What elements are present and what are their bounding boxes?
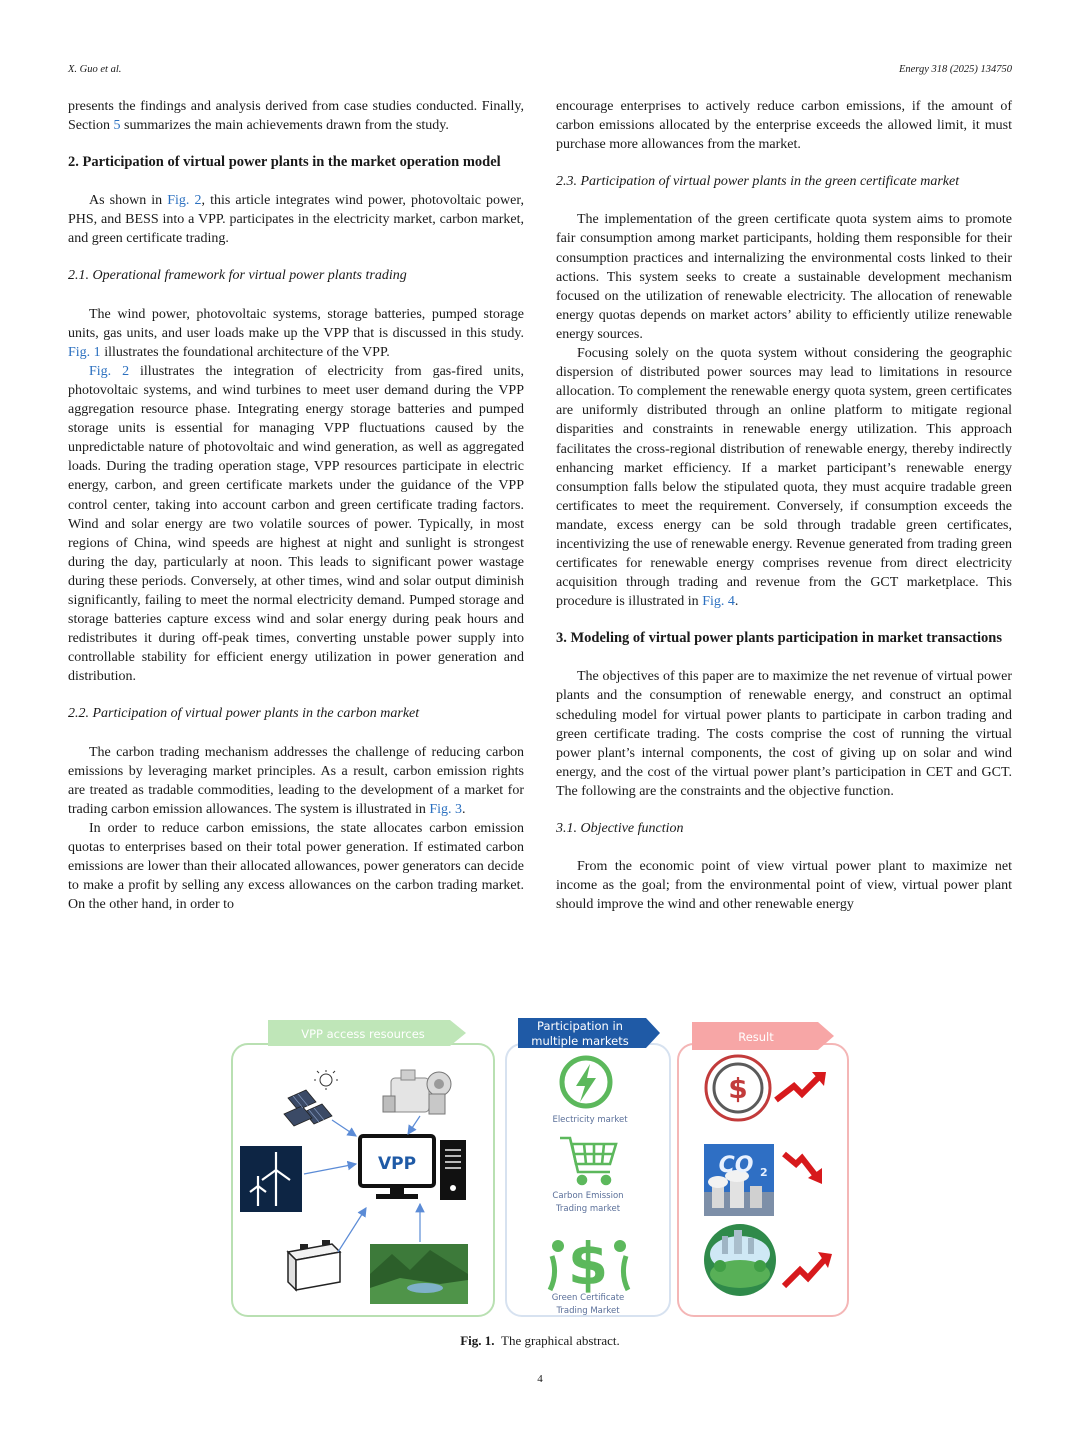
section-3-heading: 3. Modeling of virtual power plants participation in market transactions (556, 630, 1003, 647)
paragraph-2-intro: As shown in Fig. 2, this article integrates wind power, photovoltaic power, PHS, and BESS into a VPP. participates in the electricity market, carbon market, and green certificate trading. (68, 193, 524, 247)
fig2-link-b[interactable]: Fig. 2 (89, 363, 130, 379)
green-earth-icon (704, 1224, 776, 1296)
panel2-title-2: multiple markets (531, 1034, 629, 1048)
paragraph-2-1-a: The wind power, photovoltaic systems, storage batteries, pumped storage units, gas units, and user loads make up the VPP that is discussed in this study. Fig. 1 illustrates the foundational architecture of the VPP. (68, 306, 524, 360)
fig1-link[interactable]: Fig. 1 (68, 344, 101, 360)
figure-1-caption (0, 1333, 1080, 1349)
co2-label: CO (718, 1153, 754, 1178)
paragraph-2-2-c: encourage enterprises to actively reduce carbon emissions, if the amount of carbon emissions allocated by the enterprise exceeds the allowed limit, it must purchase more allowances from the market. (556, 99, 1012, 153)
green-dollar-symbol: $ (567, 1230, 609, 1298)
green-market-label-1: Green Certificate (551, 1293, 625, 1303)
fig4-link[interactable]: Fig. 4 (702, 594, 735, 610)
right-column (556, 97, 1012, 914)
panel1-title: VPP access resources (301, 1027, 425, 1041)
co2-emissions-icon (704, 1144, 774, 1216)
panel3-title: Result (738, 1030, 774, 1044)
section-5-link[interactable]: 5 (113, 118, 121, 134)
caption-text: The graphical abstract. (501, 1333, 620, 1348)
panel-markets (506, 1018, 670, 1316)
carbon-market-label-1: Carbon Emission (552, 1191, 624, 1201)
panel-results (678, 1022, 848, 1316)
carbon-market-label-2: Trading market (555, 1204, 621, 1214)
subsection-3-1-heading: 3.1. Objective function (556, 821, 684, 836)
subsection-2-1-heading: 2.1. Operational framework for virtual power plants trading (68, 268, 407, 284)
subsection-2-2-heading: 2.2. Participation of virtual power plants in the carbon market (68, 706, 420, 722)
fig2-link[interactable]: Fig. 2 (167, 193, 202, 209)
paragraph-3-1: From the economic point of view virtual power plant to maximize net income as the goal; from the environmental point of view, virtual power plant should improve the wind and other renewable energy (556, 859, 1012, 913)
running-head-authors: X. Guo et al. (68, 64, 122, 75)
caption-label: Fig. 1. (460, 1333, 495, 1348)
panel2-title-1: Participation in (537, 1019, 623, 1033)
paragraph-2-2-a: The carbon trading mechanism addresses the challenge of reducing carbon emissions by leveraging market principles. As a result, carbon emission rights are treated as tradable commodities, leading to the development of a market for trading carbon emission allowances. The system is illustrated in Fig. 3. (68, 744, 524, 817)
panel-vpp-resources (232, 1020, 494, 1316)
paragraph-2-3-a: The implementation of the green certificate quota system aims to promote fair consumption among market participants, holding them responsible for their consumption practices and internalizing the environmental costs linked to their actions. This system seeks to create a sustainable development mechanism focused on the utilization of renewable electricity. The allocation of renewable energy quotas depends on market actors’ ability to efficiently utilize renewable energy sources. (556, 212, 1012, 342)
subsection-2-3-heading: 2.3. Participation of virtual power plants in the green certificate market (556, 174, 960, 190)
vpp-label: VPP (377, 1154, 417, 1174)
pumped-storage-landscape-icon (370, 1244, 468, 1304)
paragraph-3-intro: The objectives of this paper are to maximize the net revenue of virtual power plants and the consumption of renewable energy, and construct an optimal scheduling model for virtual power plants to participate in carbon trading and green certificate trading. The costs comprise the cost of running the virtual power plant’s internal components, the cost of giving up on solar and wind energy, and the cost of the virtual power plant’s participation in CET and GCT. The following are the constraints and the objective function. (556, 669, 1012, 799)
green-market-label-2: Trading Market (556, 1306, 620, 1316)
left-column (68, 97, 524, 914)
revenue-dollar-icon (706, 1056, 770, 1120)
paragraph-2-1-b: Fig. 2 illustrates the integration of electricity from gas-fired units, photovoltaic systems, and wind turbines to meet user demand during the VPP aggregation resource phase. Integrating energy storage batteries and pumped storage units is essential for managing VPP fluctuations caused by the unpredictable nature of photovoltaic and wind generation, as well as aggregated loads. During the trading operation stage, VPP resources participate in electric energy, carbon, and green certificate markets under the guidance of the VPP control center, taking into account carbon and green certificate trading factors. Wind and solar energy are two volatile sources of power. Typically, in most regions of China, wind speeds are highest at night and sunlight is strongest during the day, particularly at noon. This leads to significant power wastage during these periods. Conversely, at other times, wind and solar output diminish significantly, failing to meet the normal electricity demand. Pumped storage and storage batteries capture excess wind and solar energy during peak hours and redistributes it during off-peak times, converting unstable power supply into controllable stability for efficient energy utilization in power generation and distribution. (68, 363, 524, 685)
paragraph-2-2-b: In order to reduce carbon emissions, the state allocates carbon emission quotas to enterprises based on their total power generation. If estimated carbon emissions are lower than their allocated allowances, power generators can decide to make a profit by selling any excess allowances on the carbon trading market. On the other hand, in order to (68, 820, 524, 913)
intro-paragraph-end: presents the findings and analysis derived from case studies conducted. Finally, Section 5 summarizes the main achievements drawn from the study. (68, 99, 524, 134)
section-2-heading: 2. Participation of virtual power plants in the market operation model (68, 154, 501, 171)
wind-turbine-icon (240, 1146, 302, 1212)
figure-1-graphical-abstract (228, 1016, 854, 1322)
fig3-link[interactable]: Fig. 3 (429, 801, 463, 817)
electricity-market-label: Electricity market (552, 1115, 628, 1125)
page-number: 4 (537, 1373, 543, 1385)
revenue-dollar-symbol: $ (728, 1072, 748, 1105)
running-head-journal: Energy 318 (2025) 134750 (898, 64, 1012, 75)
co2-subscript: 2 (760, 1166, 768, 1179)
paragraph-2-3-b: Focusing solely on the quota system without considering the geographic dispersion of distributed power sources may lead to limitations in resource allocation. To complement the renewable energy quota system, green certificates are uniformly distributed through an online platform to mitigate regional disparities and constraints in renewable energy utilization. This approach facilitates the cross-regional distribution of renewable energy, thereby indirectly enhancing market efficiency. If a market participant’s renewable energy consumption falls below the stipulated quota, they must acquire tradable green certificates to meet the requirement. Conversely, if consumption exceeds the mandate, excess energy can be sold through tradable green certificates, incentivizing the use of renewable energy. Revenue generated from trading green certificates for renewable energy comprises revenue from direct electricity acquisition through trading and revenue from the GCT marketplace. This procedure is illustrated in Fig. 4. (556, 346, 1012, 610)
